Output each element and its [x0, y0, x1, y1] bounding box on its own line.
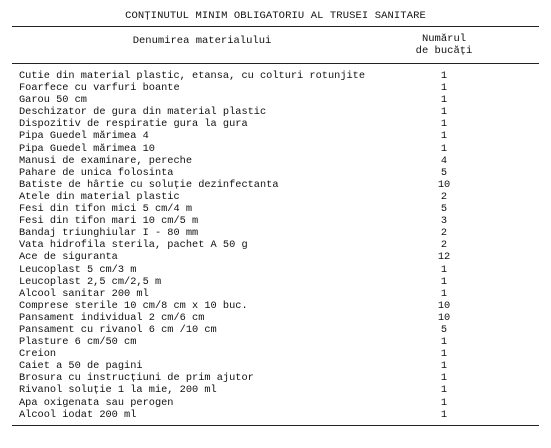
material-name: Bandaj triunghiular I - 80 mm [19, 227, 199, 240]
material-quantity: 1 [440, 287, 448, 300]
material-name: Vata hidrofila sterila, pachet A 50 g [19, 239, 248, 252]
material-quantity: 1 [440, 384, 448, 397]
material-name: Pansament cu rivanol 6 cm /10 cm [19, 323, 217, 336]
table-row [19, 251, 539, 263]
table-row [19, 372, 539, 384]
material-quantity: 4 [440, 154, 448, 167]
material-name: Rivanol soluție 1 la mie, 200 ml [19, 384, 217, 397]
material-quantity: 12 [437, 251, 451, 264]
material-name: Creion [19, 348, 57, 361]
material-quantity: 10 [437, 311, 451, 324]
table-row [19, 239, 539, 251]
column-header-count-line2: de bucăți [415, 45, 473, 57]
table-row [19, 397, 539, 409]
material-quantity: 1 [440, 336, 448, 349]
material-name: Manusi de examinare, pereche [19, 154, 193, 167]
material-quantity: 1 [440, 106, 448, 119]
material-quantity: 1 [440, 263, 448, 276]
material-name: Pahare de unica folosinta [19, 166, 174, 179]
table-row [19, 324, 539, 336]
table-row [19, 82, 539, 94]
table-row [19, 300, 539, 312]
table-row [19, 409, 539, 421]
table-row [19, 167, 539, 179]
table-row [19, 203, 539, 215]
table-row [19, 264, 539, 276]
table-row [19, 288, 539, 300]
table-row [19, 94, 539, 106]
material-name: Brosura cu instrucțiuni de prim ajutor [19, 372, 254, 385]
table-row [19, 360, 539, 372]
material-quantity: 1 [440, 348, 448, 361]
material-quantity: 1 [440, 94, 448, 107]
table-row [19, 276, 539, 288]
material-name: Deschizator de gura din material plastic [19, 106, 267, 119]
table-row [19, 179, 539, 191]
document-title: CONȚINUTUL MINIM OBLIGATORIU AL TRUSEI SANITARE [125, 10, 426, 22]
material-name: Garou 50 cm [19, 94, 87, 107]
table-row [19, 143, 539, 155]
material-name: Cutie din material plastic, etansa, cu colturi rotunjite [19, 70, 366, 82]
material-name: Fesi din tifon mari 10 cm/5 m [19, 215, 199, 228]
material-quantity: 1 [440, 82, 448, 95]
column-header-count-line1: Numărul [421, 33, 467, 45]
top-rule [12, 26, 539, 27]
table-row [19, 130, 539, 142]
material-quantity: 5 [440, 166, 448, 179]
materials-list [19, 70, 539, 421]
column-header-name: Denumirea materialului [132, 35, 272, 47]
material-quantity: 3 [440, 215, 448, 228]
material-quantity: 1 [440, 118, 448, 131]
bottom-rule [12, 425, 539, 426]
material-name: Dispozitiv de respiratie gura la gura [19, 118, 248, 131]
material-name: Apa oxigenata sau perogen [19, 396, 174, 409]
table-row [19, 384, 539, 396]
material-quantity: 1 [440, 275, 448, 288]
material-name: Pansament individual 2 cm/6 cm [19, 311, 205, 324]
material-name: Alcool iodat 200 ml [19, 408, 137, 421]
table-row [19, 227, 539, 239]
material-name: Ace de siguranta [19, 251, 118, 264]
material-quantity: 1 [440, 396, 448, 409]
table-row [19, 191, 539, 203]
material-name: Caiet a 50 de pagini [19, 360, 143, 373]
material-quantity: 1 [440, 360, 448, 373]
material-quantity: 1 [440, 130, 448, 143]
material-quantity: 5 [440, 203, 448, 216]
material-name: Leucoplast 2,5 cm/2,5 m [19, 275, 162, 288]
table-row [19, 118, 539, 130]
material-quantity: 5 [440, 323, 448, 336]
material-name: Comprese sterile 10 cm/8 cm x 10 buc. [19, 299, 248, 312]
material-name: Batiste de hârtie cu soluție dezinfectanta [19, 178, 279, 191]
table-row [19, 70, 539, 82]
material-quantity: 2 [440, 239, 448, 252]
table-row [19, 215, 539, 227]
header-rule [12, 63, 539, 64]
material-name: Plasture 6 cm/50 cm [19, 336, 137, 349]
material-quantity: 1 [440, 408, 448, 421]
table-row [19, 348, 539, 360]
material-name: Atele din material plastic [19, 190, 180, 203]
table-row [19, 336, 539, 348]
material-name: Alcool sanitar 200 ml [19, 287, 149, 300]
material-quantity: 2 [440, 190, 448, 203]
material-quantity: 10 [437, 299, 451, 312]
material-name: Fesi din tifon mici 5 cm/4 m [19, 203, 193, 216]
material-quantity: 2 [440, 227, 448, 240]
material-quantity: 10 [437, 178, 451, 191]
column-header-count [400, 33, 488, 57]
material-name: Pipa Guedel mărimea 4 [19, 130, 149, 143]
material-name: Pipa Guedel mărimea 10 [19, 142, 155, 155]
material-name: Foarfece cu varfuri boante [19, 82, 180, 95]
material-quantity: 1 [440, 70, 448, 82]
material-name: Leucoplast 5 cm/3 m [19, 263, 137, 276]
table-row [19, 106, 539, 118]
table-row [19, 312, 539, 324]
material-quantity: 1 [440, 372, 448, 385]
table-row [19, 155, 539, 167]
material-quantity: 1 [440, 142, 448, 155]
